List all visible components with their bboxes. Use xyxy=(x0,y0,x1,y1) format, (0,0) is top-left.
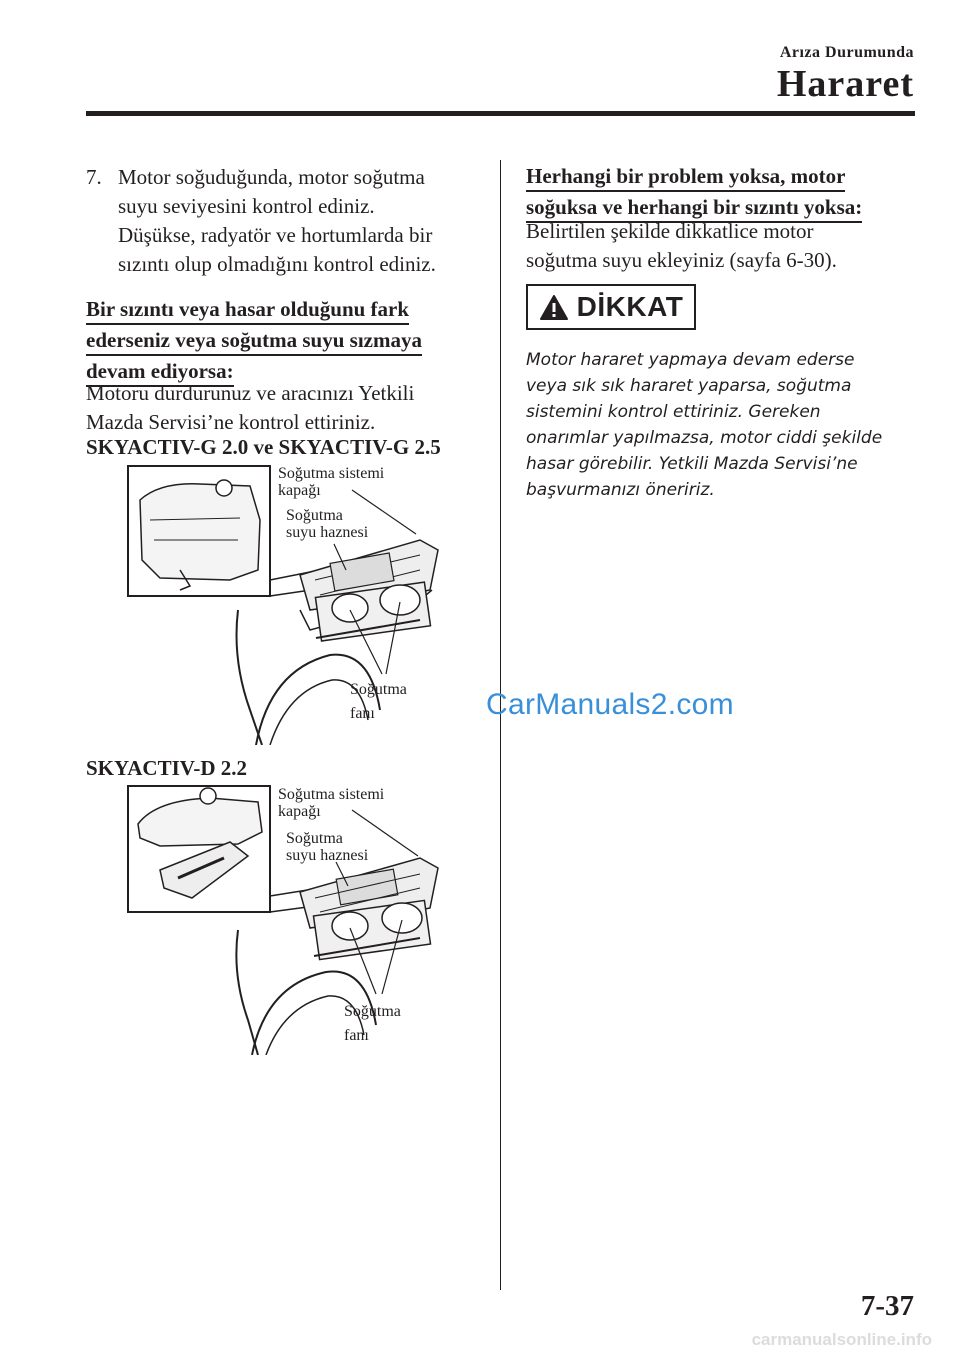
figure1-cap-label xyxy=(278,465,384,499)
label-line: Soğutma xyxy=(286,830,343,847)
leak-heading xyxy=(86,296,422,389)
figure2-fan-label xyxy=(344,1000,401,1048)
caution-line: hasar görebilir. Yetkili Mazda Servisi’ne xyxy=(526,454,858,474)
step-line: sızıntı olup olmadığını kontrol ediniz. xyxy=(118,252,436,276)
caution-line: onarımlar yapılmazsa, motor ciddi şekilde xyxy=(526,428,883,448)
figure1-engine-illustration xyxy=(120,460,480,745)
figure1-tank-label xyxy=(286,507,368,541)
step-line: Motor soğuduğunda, motor soğutma xyxy=(118,165,425,189)
ok-body xyxy=(526,217,926,275)
body-line: Motoru durdurunuz ve aracınızı Yetkili xyxy=(86,381,415,405)
label-line: fanı xyxy=(344,1027,369,1044)
caution-label: DİKKAT xyxy=(576,291,684,322)
label-line: Soğutma sistemi xyxy=(278,786,385,803)
label-line: suyu haznesi xyxy=(286,847,369,864)
body-line: soğutma suyu ekleyiniz (sayfa 6-30). xyxy=(526,248,837,272)
figure1-title: SKYACTIV-G 2.0 ve SKYACTIV-G 2.5 xyxy=(86,435,441,459)
heading-line: Bir sızıntı veya hasar olduğunu fark xyxy=(86,296,409,325)
body-line: Belirtilen şekilde dikkatlice motor xyxy=(526,219,814,243)
ok-heading xyxy=(526,163,862,225)
step-number: 7. xyxy=(86,165,102,189)
label-line: Soğutma xyxy=(350,681,407,698)
leak-body xyxy=(86,379,496,437)
figure2-title: SKYACTIV-D 2.2 xyxy=(86,756,248,780)
page-number: 7-37 xyxy=(860,1290,914,1322)
label-line: kapağı xyxy=(278,803,321,820)
label-line: Soğutma sistemi xyxy=(278,465,385,482)
label-line: kapağı xyxy=(278,482,321,499)
caution-line: başvurmanızı öneririz. xyxy=(526,480,715,500)
page-title: Hararet xyxy=(776,63,914,105)
figure2-cap-label xyxy=(278,786,384,820)
step-line: suyu seviyesini kontrol ediniz. xyxy=(118,194,375,218)
heading-line: ederseniz veya soğutma suyu sızmaya xyxy=(86,327,422,356)
header-rule xyxy=(86,111,915,116)
label-line: Soğutma xyxy=(286,507,343,524)
label-line: suyu haznesi xyxy=(286,524,369,541)
section-title: Arıza Durumunda xyxy=(779,44,914,61)
figure2-engine-illustration xyxy=(120,780,480,1055)
body-line: Mazda Servisi’ne kontrol ettiriniz. xyxy=(86,410,376,434)
footer-watermark: carmanualsonline.info xyxy=(751,1330,932,1349)
figure2-tank-label xyxy=(286,830,368,864)
heading-line: soğuksa ve herhangi bir sızıntı yoksa: xyxy=(526,194,862,223)
caution-line: veya sık sık hararet yaparsa, soğutma xyxy=(526,376,852,396)
step-7 xyxy=(86,163,486,279)
column-divider xyxy=(500,160,501,1290)
figure1-fan-label xyxy=(350,678,407,726)
heading-line: devam ediyorsa: xyxy=(86,358,234,387)
warning-triangle-icon xyxy=(539,294,569,321)
watermark-text: CarManuals2.com xyxy=(486,688,734,721)
caution-line: sistemini kontrol ettiriniz. Gereken xyxy=(526,402,821,422)
label-line: fanı xyxy=(350,705,375,722)
caution-box xyxy=(526,284,696,330)
caution-text xyxy=(526,347,921,503)
step-line: Düşükse, radyatör ve hortumlarda bir xyxy=(118,223,433,247)
heading-line: Herhangi bir problem yoksa, motor xyxy=(526,163,845,192)
label-line: Soğutma xyxy=(344,1003,401,1020)
caution-line: Motor hararet yapmaya devam ederse xyxy=(526,350,855,370)
